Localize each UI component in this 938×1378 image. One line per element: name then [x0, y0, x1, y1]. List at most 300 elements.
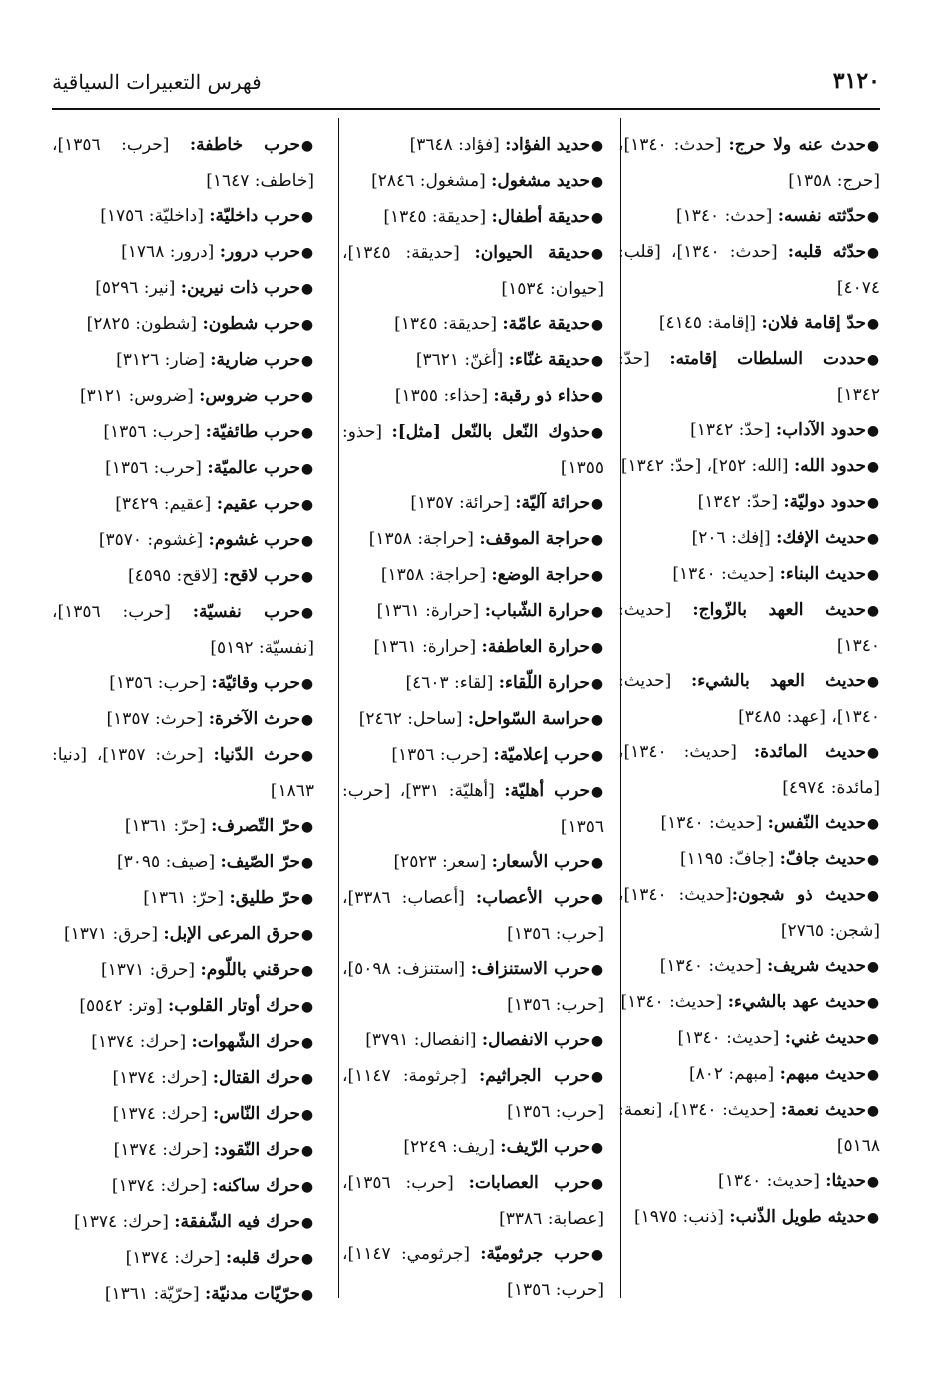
index-entry: [342, 200, 604, 236]
entry-reference: [جافّ: ١١٩٥]: [679, 849, 780, 869]
entry-term: حرك النّقود:: [213, 1140, 300, 1160]
bullet-icon: ●: [300, 461, 314, 477]
bullet-icon: ●: [590, 640, 604, 656]
index-entry: [342, 558, 604, 594]
entry-reference: [حرب: ١٣٥٦]: [109, 673, 212, 693]
bullet-icon: ●: [590, 174, 604, 190]
bullet-icon: ●: [866, 888, 880, 904]
entry-term: حرك الشّهوات:: [191, 1032, 300, 1052]
bullet-icon: ●: [866, 816, 880, 832]
index-entry: [342, 379, 604, 415]
entry-term: حرائة آليّة:: [515, 493, 590, 513]
entry-term: حرب غشوم:: [208, 530, 300, 550]
entry-term: حرب أهليّة:: [504, 781, 591, 801]
index-entry: [342, 594, 604, 630]
entry-term: حرّيّات مدنيّة:: [204, 1284, 300, 1304]
entry-reference: [أغنّ: ٣٦٢١]: [415, 350, 509, 370]
entry-reference: [حراجة: ١٣٥٨]: [380, 565, 492, 585]
entry-term: حرب الجراثيم:: [478, 1066, 590, 1086]
entry-term: حرب الأعصاب:: [475, 888, 591, 908]
entry-reference: [ساحل: ٢٤٦٢]: [358, 709, 468, 729]
entry-term: حديث البناء:: [779, 564, 866, 584]
index-entry: [52, 379, 314, 415]
index-entry: [342, 702, 604, 738]
bullet-icon: ●: [590, 1069, 604, 1085]
index-entry: [52, 881, 314, 917]
entry-term: حديث شريف:: [766, 956, 866, 976]
bullet-icon: ●: [300, 748, 314, 764]
index-column-left: [52, 128, 314, 1313]
entry-reference: [الله: ٢٥٢]، [حدّ: ١٣٤٢]: [620, 456, 794, 476]
bullet-icon: ●: [300, 1251, 314, 1267]
entry-term: حرك فيه الشّفقة:: [174, 1212, 300, 1232]
bullet-icon: ●: [590, 855, 604, 871]
entry-reference: [شطون: ٢٨٢٥]: [86, 314, 203, 334]
bullet-icon: ●: [590, 1247, 604, 1263]
entry-reference: [حراجة: ١٣٥٨]: [368, 529, 480, 549]
entry-term: حديث ذو شجون:: [731, 885, 867, 905]
bullet-icon: ●: [866, 995, 880, 1011]
bullet-icon: ●: [300, 1071, 314, 1087]
entry-reference: [حديث: ١٣٤٠]: [718, 1171, 826, 1191]
entry-term: حديقة الحيوان:: [474, 243, 590, 263]
entry-reference: [انفصال: ٣٧٩١]: [365, 1030, 482, 1050]
bullet-icon: ●: [590, 425, 604, 441]
entry-term: حرب ضارية:: [210, 350, 300, 370]
entry-reference: [حرك: ١٣٧٤]: [73, 1212, 175, 1232]
entry-reference: [صيف: ٣٠٩٥]: [117, 852, 221, 872]
bullet-icon: ●: [590, 210, 604, 226]
index-entry: [52, 953, 314, 989]
entry-reference: [حذو: ١٣٥٥]: [342, 422, 604, 478]
entry-term: حراجة الموقف:: [479, 529, 590, 549]
bullet-icon: ●: [300, 209, 314, 225]
bullet-icon: ●: [300, 1179, 314, 1195]
entry-term: حرب طائفيّة:: [205, 422, 300, 442]
entry-term: حديث عهد بالشيء:: [727, 992, 866, 1012]
entry-term: حرارة العاطفة:: [481, 637, 590, 657]
index-entry: [52, 235, 314, 271]
bullet-icon: ●: [300, 819, 314, 835]
entry-term: حديثه طويل الذّنب:: [729, 1207, 866, 1227]
index-entry: [52, 487, 314, 523]
entry-term: حرك قلبه:: [225, 1248, 300, 1268]
entry-reference: [حدّ: ١٣٤٢]: [618, 349, 880, 405]
entry-reference: [نير: ٥٢٩٦]: [95, 278, 181, 298]
entry-reference: [ذنب: ١٩٧٥]: [633, 1207, 730, 1227]
bullet-icon: ●: [866, 1174, 880, 1190]
index-entry: [52, 523, 314, 559]
entry-term: حرب عالميّة:: [207, 458, 300, 478]
entry-reference: [أهليّة: ٣٣١]، [حرب: ١٣٥٦]: [342, 781, 604, 837]
entry-term: حرك ساكنه:: [212, 1176, 300, 1196]
entry-term: حرب شطون:: [202, 314, 300, 334]
entry-term: حرث الدّنيا:: [213, 745, 300, 765]
bullet-icon: ●: [300, 605, 314, 621]
index-entry: [52, 199, 314, 235]
entry-term: حرب داخليّة:: [209, 206, 300, 226]
index-entry: [52, 1169, 314, 1205]
bullet-icon: ●: [300, 1107, 314, 1123]
bullet-icon: ●: [590, 568, 604, 584]
index-entry: [52, 1097, 314, 1133]
index-entry: [342, 738, 604, 774]
entry-term: حديث المائدة:: [753, 742, 866, 762]
bullet-icon: ●: [866, 603, 880, 619]
entry-term: حذوك النّعل بالنّعل [مثل]:: [391, 422, 590, 442]
entry-reference: [حديث: ١٣٤٠]: [659, 956, 767, 976]
index-entry: [618, 128, 880, 199]
entry-reference: [درور: ١٧٦٨]: [121, 242, 220, 262]
bullet-icon: ●: [590, 317, 604, 333]
entry-reference: [حديقة: ١٣٤٥]، [حيوان: ١٥٣٤]: [342, 243, 604, 299]
entry-reference: [حدث: ١٣٤٠]، [حرج: ١٣٥٨]: [618, 135, 880, 191]
index-entry: [342, 1059, 604, 1130]
index-entry: [52, 738, 314, 809]
index-entry: [52, 1205, 314, 1241]
entry-reference: [عقيم: ٣٤٢٩]: [115, 494, 217, 514]
bullet-icon: ●: [300, 927, 314, 943]
entry-term: حرك النّاس:: [212, 1104, 300, 1124]
bullet-icon: ●: [300, 533, 314, 549]
bullet-icon: ●: [590, 784, 604, 800]
index-entry: [342, 522, 604, 558]
entry-term: حرب العصابات:: [468, 1173, 591, 1193]
entry-reference: [حديقة: ١٣٤٥]: [394, 314, 503, 334]
entry-reference: [جرثومي: ١١٤٧]، [حرب: ١٣٥٦]: [342, 1244, 604, 1300]
bullet-icon: ●: [866, 852, 880, 868]
entry-reference: [حرارة: ١٣٦١]: [373, 637, 482, 657]
bullet-icon: ●: [866, 352, 880, 368]
entry-term: حدّ إقامة فلان:: [761, 313, 866, 333]
bullet-icon: ●: [300, 1287, 314, 1303]
entry-reference: [إقامة: ٤١٤٥]: [658, 313, 762, 333]
entry-term: حرب الأسعار:: [491, 852, 590, 872]
index-entry: [52, 702, 314, 738]
index-entry: [618, 985, 880, 1021]
entry-reference: [حديث: ١٣٤٠]: [618, 600, 880, 656]
bullet-icon: ●: [866, 745, 880, 761]
entry-reference: [حرّ: ١٣٦١]: [124, 816, 212, 836]
entry-term: حدث عنه ولا حرج:: [728, 135, 867, 155]
entry-reference: [حرك: ١٣٧٤]: [91, 1032, 192, 1052]
entry-term: حرك أوتار القلوب:: [168, 996, 300, 1016]
entry-reference: [حدّ: ١٣٤٢]: [690, 420, 776, 440]
bullet-icon: ●: [590, 676, 604, 692]
bullet-icon: ●: [866, 316, 880, 332]
entry-reference: [حرارة: ١٣٦١]: [376, 601, 485, 621]
entry-reference: [وتر: ٥٥٤٢]: [79, 996, 169, 1016]
index-entry: [618, 949, 880, 985]
entry-term: حرّ طليق:: [229, 888, 300, 908]
entry-term: حرك القتال:: [212, 1068, 300, 1088]
index-entry: [618, 806, 880, 842]
bullet-icon: ●: [590, 353, 604, 369]
bullet-icon: ●: [300, 497, 314, 513]
bullet-icon: ●: [300, 138, 314, 154]
entry-reference: [حذاء: ١٣٥٥]: [394, 386, 494, 406]
index-entry: [52, 917, 314, 953]
entry-reference: [حديث: ١٣٤٠]: [677, 1028, 785, 1048]
bullet-icon: ●: [590, 138, 604, 154]
index-entry: [342, 845, 604, 881]
entry-reference: [حرث: ١٣٥٧]: [106, 709, 209, 729]
index-entry: [342, 952, 604, 1023]
entry-reference: [إفك: ٢٠٦]: [691, 528, 777, 548]
index-entry: [618, 449, 880, 485]
index-entry: [342, 236, 604, 307]
bullet-icon: ●: [866, 674, 880, 690]
entry-reference: [حرك: ١٣٧٤]: [112, 1068, 213, 1088]
bullet-icon: ●: [590, 246, 604, 262]
entry-reference: [حرب: ١٣٥٦]، [عصابة: ٣٣٨٦]: [342, 1173, 604, 1229]
bullet-icon: ●: [300, 245, 314, 261]
entry-reference: [حديث: ١٣٤٠]: [660, 813, 768, 833]
bullet-icon: ●: [590, 1033, 604, 1049]
entry-term: حرب ذات نيرين:: [180, 278, 300, 298]
index-entry: [342, 630, 604, 666]
entry-reference: [حرث: ١٣٥٧]، [دنيا: ١٨٦٣]: [52, 745, 314, 801]
entry-reference: [مشغول: ٢٨٤٦]: [371, 171, 492, 191]
entry-term: حديد الفؤاد:: [505, 135, 590, 155]
bullet-icon: ●: [590, 1176, 604, 1192]
bullet-icon: ●: [300, 425, 314, 441]
index-entry: [618, 557, 880, 593]
entry-reference: [حرك: ١٣٧٤]: [125, 1248, 226, 1268]
entry-reference: [حرّ: ١٣٦١]: [143, 888, 230, 908]
bullet-icon: ●: [590, 1140, 604, 1156]
index-entry: [342, 1237, 604, 1308]
entry-term: حددت السلطات إقامته:: [669, 349, 866, 369]
entry-reference: [غشوم: ٣٥٧٠]: [98, 530, 209, 550]
entry-reference: [حديث: ١٣٤٠]، [عهد: ٣٤٨٥]: [618, 671, 880, 727]
page-number: ٣١٢٠: [832, 68, 880, 94]
entry-term: حرق المرعى الإبل:: [163, 924, 300, 944]
entry-term: حدّثته نفسه:: [777, 206, 866, 226]
entry-reference: [حرب: ١٣٥٦]، [خاطف: ١٦٤٧]: [52, 135, 314, 191]
bullet-icon: ●: [866, 245, 880, 261]
entry-term: حرب ضروس:: [199, 386, 300, 406]
index-entry: [618, 842, 880, 878]
bullet-icon: ●: [866, 138, 880, 154]
page-header: [52, 66, 880, 106]
entry-reference: [حديث: ١٣٤٠]، [نعمة: ٥١٦٨]: [618, 1100, 880, 1156]
index-entry: [52, 809, 314, 845]
entry-term: حديث مبهم:: [779, 1064, 866, 1084]
entry-term: حرب لاقح:: [223, 566, 300, 586]
index-entry: [618, 199, 880, 235]
entry-reference: [حدّ: ١٣٤٢]: [697, 492, 784, 512]
bullet-icon: ●: [590, 604, 604, 620]
index-entry: [618, 235, 880, 306]
entry-term: حرب درور:: [219, 242, 300, 262]
bullet-icon: ●: [866, 1031, 880, 1047]
index-entry: [618, 1057, 880, 1093]
entry-reference: [فؤاد: ٣٦٤٨]: [409, 135, 506, 155]
entry-reference: [حرائة: ١٣٥٧]: [410, 493, 516, 513]
index-entry: [618, 306, 880, 342]
entry-term: حرب نفسيّة:: [192, 602, 300, 622]
index-entry: [618, 593, 880, 664]
index-entry: [342, 415, 604, 486]
index-entry: [52, 1277, 314, 1313]
entry-term: حرب وقائيّة:: [211, 673, 300, 693]
index-entry: [52, 1025, 314, 1061]
index-entry: [342, 307, 604, 343]
index-entry: [52, 451, 314, 487]
index-entry: [618, 1164, 880, 1200]
bullet-icon: ●: [590, 496, 604, 512]
index-entry: [52, 595, 314, 666]
index-entry: [52, 307, 314, 343]
entry-reference: [حرّيّة: ١٣٦١]: [104, 1284, 205, 1304]
entry-reference: [مبهم: ٨٠٢]: [688, 1064, 780, 1084]
entry-term: حديد مشغول:: [491, 171, 590, 191]
index-entry: [618, 664, 880, 735]
entry-term: حذاء ذو رقبة:: [493, 386, 590, 406]
index-column-right: [618, 128, 880, 1236]
entry-term: حرب الرّيف:: [500, 1137, 590, 1157]
bullet-icon: ●: [300, 281, 314, 297]
bullet-icon: ●: [300, 999, 314, 1015]
bullet-icon: ●: [300, 389, 314, 405]
entry-term: حرب خاطفة:: [189, 135, 300, 155]
entry-reference: [حرب: ١٣٥٦]: [105, 458, 208, 478]
entry-term: حديث جافّ:: [779, 849, 866, 869]
bullet-icon: ●: [866, 1067, 880, 1083]
index-entry: [618, 342, 880, 413]
entry-reference: [لاقح: ٤٥٩٥]: [127, 566, 224, 586]
index-entry: [342, 343, 604, 379]
entry-reference: [جرثومة: ١١٤٧]، [حرب: ١٣٥٦]: [342, 1066, 604, 1122]
entry-term: حديث العهد بالزّواج:: [692, 600, 866, 620]
entry-term: حدود الآداب:: [775, 420, 866, 440]
bullet-icon: ●: [300, 1035, 314, 1051]
index-entry: [342, 128, 604, 164]
bullet-icon: ●: [590, 962, 604, 978]
index-entry: [342, 1166, 604, 1237]
entry-term: حرّ الصّيف:: [220, 852, 300, 872]
bullet-icon: ●: [590, 891, 604, 907]
index-entry: [52, 1061, 314, 1097]
index-entry: [618, 1200, 880, 1236]
entry-reference: [حديث: ١٣٤٠]، [مائدة: ٤٩٧٤]: [618, 742, 880, 798]
column-divider: [338, 118, 339, 1298]
entry-reference: [حرك: ١٣٧٤]: [113, 1140, 214, 1160]
bullet-icon: ●: [866, 959, 880, 975]
entry-term: حديقة عامّة:: [502, 314, 590, 334]
index-entry: [52, 559, 314, 595]
header-rule: [52, 108, 880, 110]
entry-reference: [حديقة: ١٣٤٥]: [383, 207, 492, 227]
index-entry: [52, 271, 314, 307]
entry-reference: [حديث: ١٣٤٠]: [620, 992, 728, 1012]
entry-term: حرب عقيم:: [216, 494, 300, 514]
bullet-icon: ●: [866, 531, 880, 547]
index-entry: [618, 1021, 880, 1057]
entry-reference: [حرق: ١٣٧١]: [63, 924, 164, 944]
entry-reference: [ريف: ٢٢٤٩]: [403, 1137, 501, 1157]
entry-reference: [أعصاب: ٣٣٨٦]، [حرب: ١٣٥٦]: [342, 888, 604, 944]
entry-reference: [حدث: ١٣٤٠]: [676, 206, 778, 226]
entry-term: حرّ التّصرف:: [211, 816, 300, 836]
index-entry: [342, 1130, 604, 1166]
index-column-middle: [342, 128, 604, 1308]
entry-reference: [استنزف: ٥٠٩٨]، [حرب: ١٣٥٦]: [342, 959, 604, 1015]
entry-reference: [حرك: ١٣٧٤]: [112, 1104, 213, 1124]
entry-term: حديثا:: [825, 1171, 866, 1191]
bullet-icon: ●: [590, 748, 604, 764]
bullet-icon: ●: [300, 855, 314, 871]
bullet-icon: ●: [300, 963, 314, 979]
page-title: فهرس التعبيرات السياقية: [52, 70, 262, 94]
entry-term: حديث غني:: [784, 1028, 866, 1048]
entry-reference: [حرب: ١٣٥٦]: [391, 745, 494, 765]
index-entry: [52, 666, 314, 702]
bullet-icon: ●: [590, 532, 604, 548]
entry-reference: [حرب: ١٣٥٦]، [نفسيّة: ٥١٩٢]: [52, 602, 314, 658]
entry-term: حدّثه قلبه:: [787, 242, 866, 262]
index-entry: [52, 415, 314, 451]
bullet-icon: ●: [866, 567, 880, 583]
entry-reference: [حرق: ١٣٧١]: [101, 960, 201, 980]
entry-term: حرب جرثوميّة:: [480, 1244, 590, 1264]
entry-term: حرب إعلاميّة:: [493, 745, 590, 765]
entry-term: حديث العهد بالشيء:: [691, 671, 866, 691]
index-entry: [52, 989, 314, 1025]
index-entry: [618, 878, 880, 949]
bullet-icon: ●: [866, 459, 880, 475]
entry-term: حديث الإفك:: [776, 528, 866, 548]
bullet-icon: ●: [300, 676, 314, 692]
entry-reference: [ضروس: ٣١٢١]: [80, 386, 200, 406]
index-entry: [52, 128, 314, 199]
entry-term: حرث الآخرة:: [208, 709, 300, 729]
bullet-icon: ●: [300, 569, 314, 585]
index-entry: [618, 521, 880, 557]
index-entry: [618, 485, 880, 521]
bullet-icon: ●: [300, 1143, 314, 1159]
entry-term: حديث النّفس:: [767, 813, 866, 833]
entry-reference: [حرب: ١٣٥٦]: [103, 422, 206, 442]
bullet-icon: ●: [590, 712, 604, 728]
bullet-icon: ●: [866, 1210, 880, 1226]
bullet-icon: ●: [866, 423, 880, 439]
index-entry: [52, 343, 314, 379]
bullet-icon: ●: [866, 209, 880, 225]
index-entry: [618, 1093, 880, 1164]
entry-term: حديقة غنّاء:: [508, 350, 590, 370]
entry-term: حرارة اللّقاء:: [498, 673, 590, 693]
entry-term: حراسة السّواحل:: [467, 709, 590, 729]
index-entry: [342, 881, 604, 952]
entry-term: حرارة الشّباب:: [484, 601, 590, 621]
index-entry: [52, 1241, 314, 1277]
entry-reference: [لقاء: ٤٦٠٣]: [405, 673, 499, 693]
bullet-icon: ●: [866, 495, 880, 511]
bullet-icon: ●: [300, 317, 314, 333]
entry-term: حدود الله:: [793, 456, 866, 476]
entry-reference: [حديث: ١٣٤٠]، [شجن: ٢٧٦٥]: [618, 885, 880, 941]
index-entry: [342, 666, 604, 702]
entry-term: حرب الاستنزاف:: [470, 959, 590, 979]
entry-term: حراجة الوضع:: [491, 565, 590, 585]
index-entry: [52, 845, 314, 881]
entry-term: حرب الانفصال:: [481, 1030, 590, 1050]
entry-reference: [ضار: ٣١٢٦]: [116, 350, 211, 370]
index-entry: [342, 1023, 604, 1059]
index-entry: [618, 735, 880, 806]
